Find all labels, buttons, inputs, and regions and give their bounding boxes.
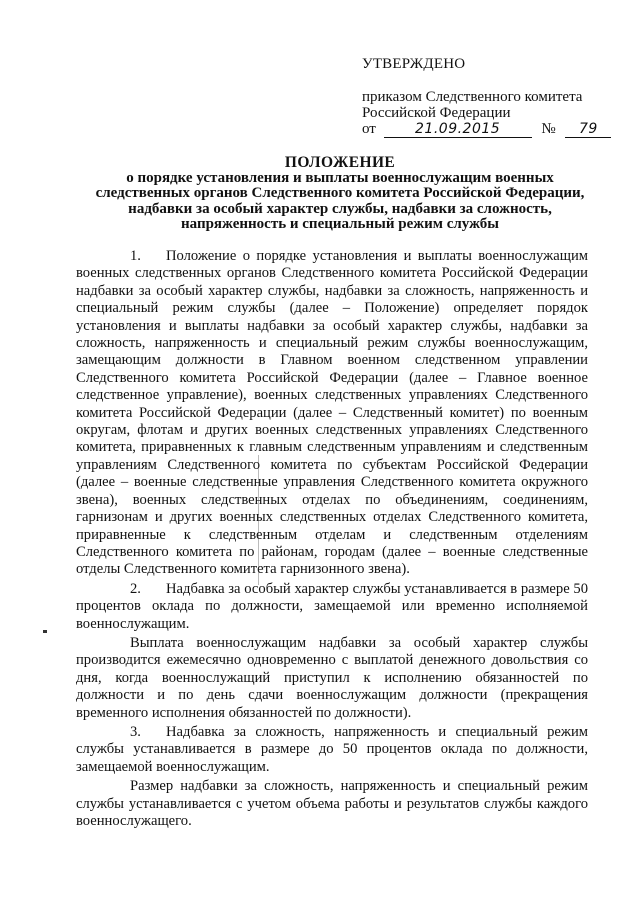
- paragraph-3b: Размер надбавки за сложность, напряженность и специальный режим службы устанавливается с учетом объема работы и результатов службы каждого военнослужащего.: [76, 778, 588, 829]
- paragraph-2-number: 2.: [130, 580, 141, 597]
- title-line-1: о порядке установления и выплаты военнослужащим военных: [126, 169, 554, 186]
- approval-federation-line: Российской Федерации: [362, 105, 511, 121]
- approval-block: [362, 56, 602, 138]
- title-line-3: надбавки за особый характер службы, надбавки за сложность,: [128, 200, 552, 217]
- paragraph-1-number: 1.: [130, 248, 141, 264]
- scan-artifact-line: [258, 455, 259, 585]
- from-label: от: [362, 121, 376, 137]
- number-label: №: [541, 121, 556, 137]
- paragraph-1: [76, 248, 588, 579]
- paragraph-2b: Выплата военнослужащим надбавки за особый характер службы производится ежемесячно одновременно с выплатой денежного довольствия со дня, когда военнослужащий приступил к исполнению обязанностей по должности и по день сдачи военнослужащим должности (прекращения временного исполнения обязанностей по должности).: [76, 634, 588, 721]
- title-heading: ПОЛОЖЕНИЕ: [284, 154, 396, 171]
- paragraph-2-text: Надбавка за особый характер службы устанавливается в размере 50 процентов оклада по должности, замещаемой или временно исполняемой военнослужащим.: [76, 580, 588, 632]
- paragraph-3-number: 3.: [130, 723, 141, 740]
- approval-order-line: приказом Следственного комитета: [362, 89, 583, 105]
- handwritten-number: 79: [565, 121, 611, 138]
- title-line-4: напряженность и специальный режим службы: [181, 216, 499, 232]
- paragraph-2: [76, 581, 588, 633]
- margin-mark: [43, 630, 47, 633]
- paragraph-1-text: Положение о порядке установления и выплаты военнослужащим военных следственных органов Следственного комитета Российской Федерации надбавки за особый характер службы, надбавки за сложность, напряженность и специальный режим службы (далее – Положение) определяет порядок установления и выплаты надбавки за особый характер службы, надбавки за сложность, напряженность и специальный режим службы военнослужащим, замещающим должности в Главном военном следственном управлении Следственного комитета Российской Федерации (далее – Главное военное следственное управление), военных следственных управлениях Следственного комитета Российской Федерации (далее – Следственный комитет) по военным округам, флотам и других военных следственных управлениях Следственного комитета, приравненных к главным следственным управлениям и следственным управлениям Следственного комитета по субъектам Российской Федерации (далее – военные следственные управления Следственного комитета окружного звена), военных следственных отделах по объединениям, соединениям, гарнизонам и других военных следственных отделах Следственного комитета, приравненные к следственным отделам и следственным отделениям Следственного комитета по районам, городам (далее – военные следственные отделы Следственного комитета гарнизонного звена).: [76, 248, 588, 578]
- handwritten-date: 21.09.2015: [384, 121, 532, 138]
- title-line-2: следственных органов Следственного комитета Российской Федерации,: [95, 185, 585, 201]
- approved-label: УТВЕРЖДЕНО: [362, 56, 466, 72]
- approval-date-number: [362, 121, 602, 138]
- document-title: [80, 155, 600, 233]
- paragraph-3: [76, 724, 588, 776]
- paragraph-3-text: Надбавка за сложность, напряженность и специальный режим службы устанавливается в размере до 50 процентов оклада по должности, замещаемой военнослужащим.: [76, 723, 588, 775]
- document-body: [76, 248, 588, 830]
